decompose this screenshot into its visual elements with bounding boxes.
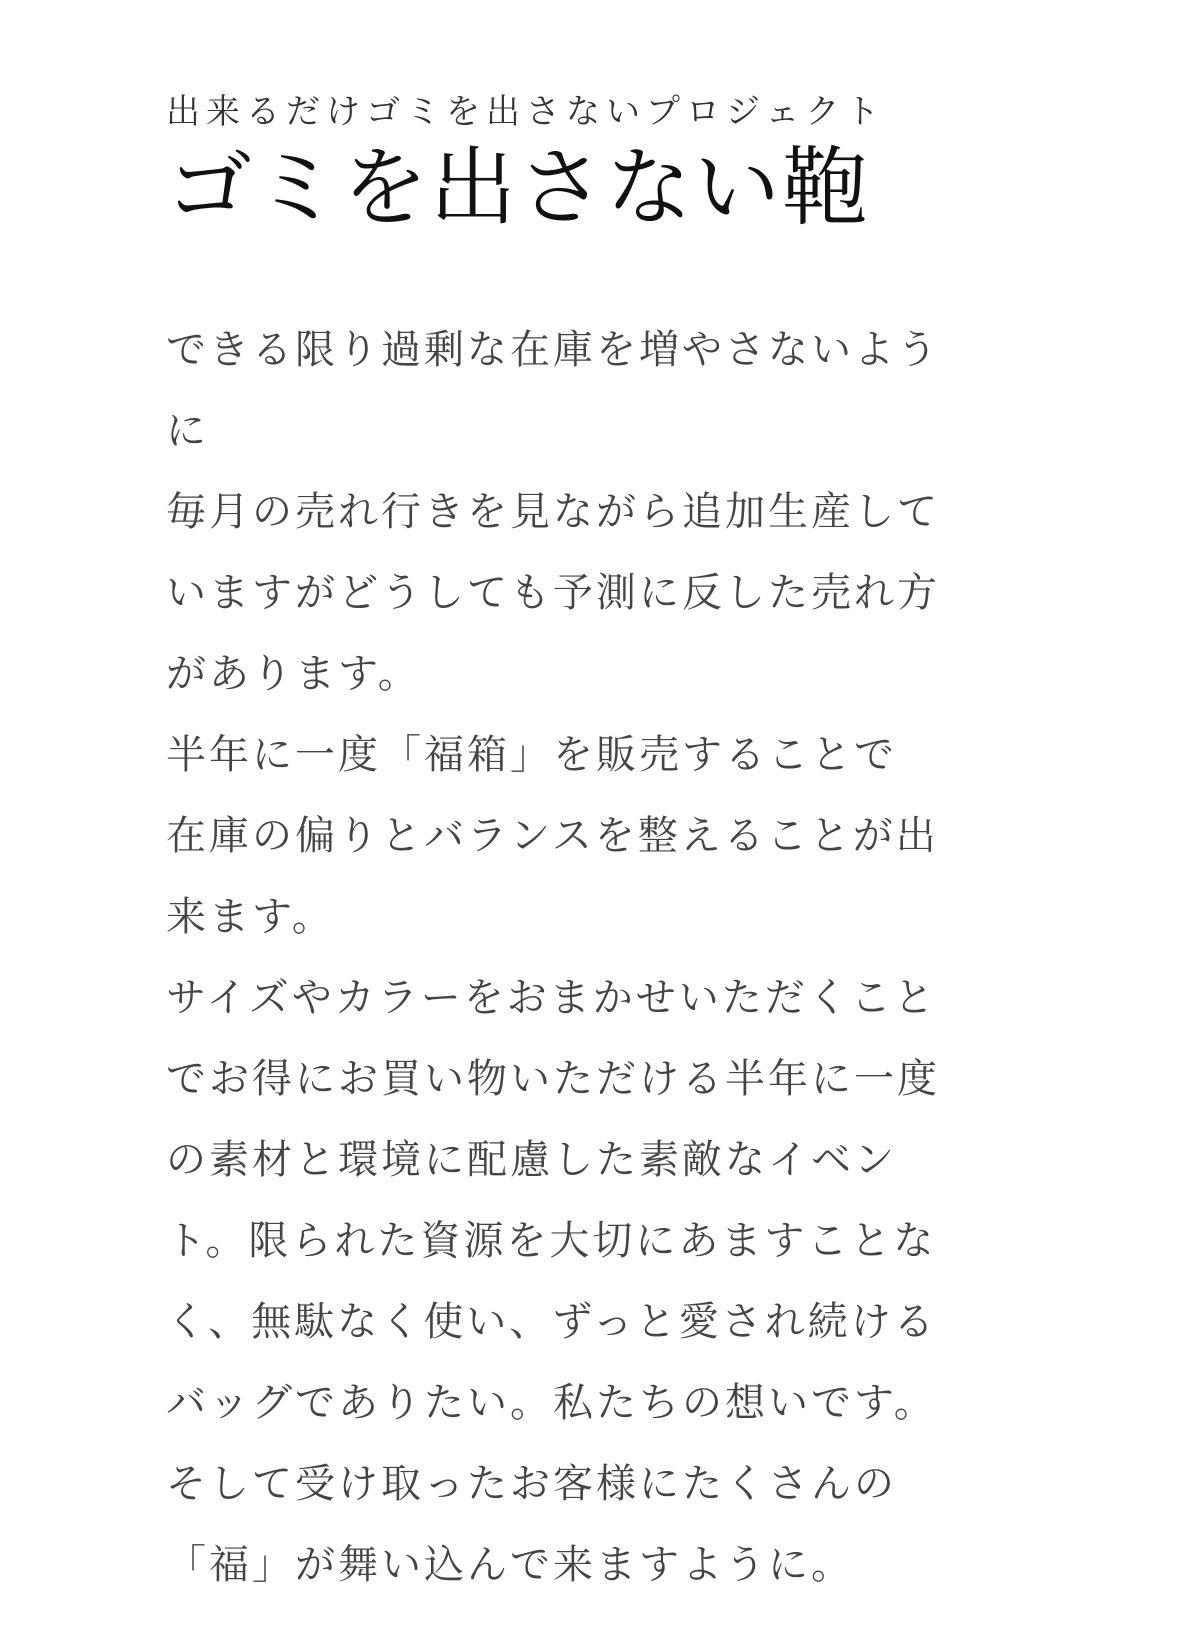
- body-line: でお得にお買い物いただける半年に一度: [166, 1056, 940, 1102]
- body-text: [166, 310, 1026, 1606]
- body-line: 在庫の偏りとバランスを整えることが出: [166, 813, 939, 859]
- body-line: 来ます。: [166, 894, 335, 940]
- body-line: があります。: [166, 651, 421, 697]
- body-line: 「福」が舞い込んで来ますように。: [166, 1542, 854, 1588]
- body-line: バッグでありたい。私たちの想いです。: [166, 1380, 937, 1426]
- page-title: ゴミを出さない鞄: [166, 138, 870, 238]
- body-line: の素材と環境に配慮した素敵なイベン: [166, 1137, 897, 1183]
- header: [166, 88, 1066, 240]
- body-line: に: [166, 408, 209, 454]
- body-line: 半年に一度「福箱」を販売することで: [166, 732, 897, 778]
- body-line: く、無駄なく使い、ずっと愛され続ける: [166, 1299, 937, 1345]
- body-line: そして受け取ったお客様にたくさんの: [166, 1461, 897, 1507]
- body-line: いますがどうしても予測に反した売れ方: [166, 570, 940, 616]
- body-line: 毎月の売れ行きを見ながら追加生産して: [166, 489, 940, 535]
- body-line: ト。限られた資源を大切にあますことな: [166, 1218, 937, 1264]
- project-subtitle: 出来るだけゴミを出さないプロジェクト: [166, 92, 886, 132]
- body-line: サイズやカラーをおまかせいただくこと: [166, 975, 937, 1021]
- body-line: できる限り過剰な在庫を増やさないよう: [166, 327, 940, 373]
